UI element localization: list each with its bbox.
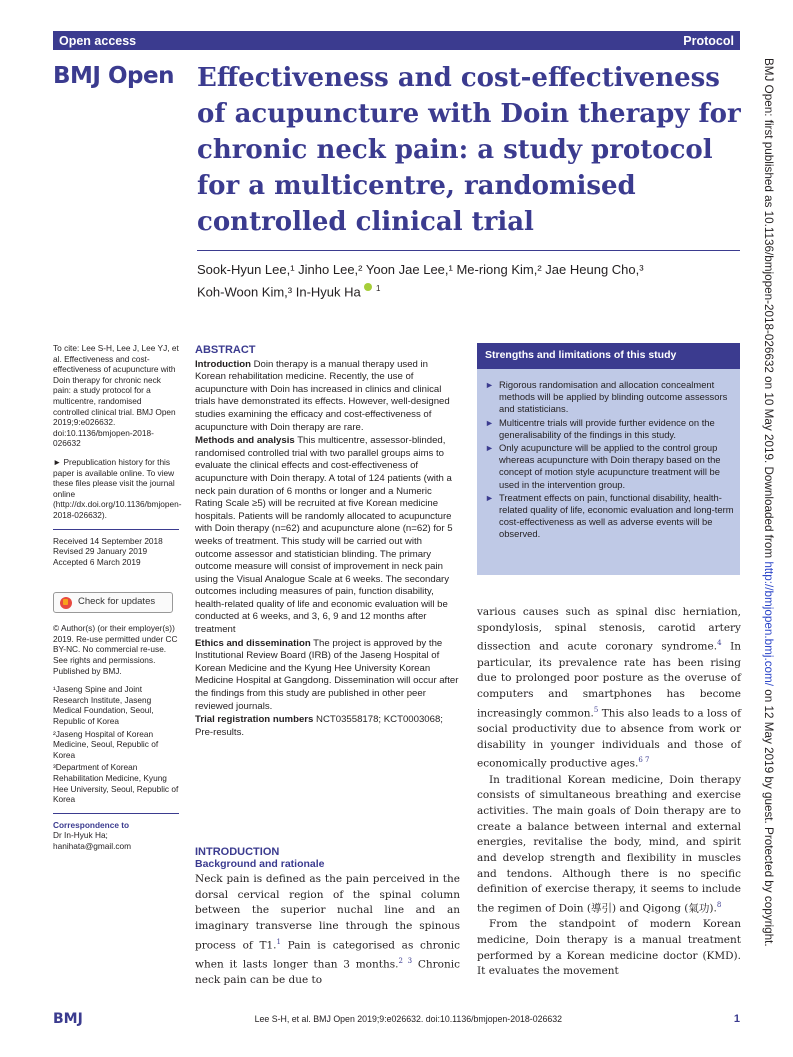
correspondence-heading: Correspondence to: [53, 819, 130, 830]
strength-text: Treatment effects on pain, functional disability, health-related quality of life, economic evaluation and long-term cost-effectiveness as well as adverse events will be observed.: [499, 491, 734, 540]
strengths-heading: Strengths and limitations of this study: [477, 343, 740, 369]
list-item: [485, 442, 734, 491]
side-banner-after: on 12 May 2019 by guest. Protected by copyright.: [762, 686, 775, 947]
abstract-ethics: [195, 638, 460, 714]
strength-text: Multicentre trials will provide further evidence on the generalisability of the findings in this study.: [499, 416, 715, 440]
footer-citation: Lee S-H, et al. BMJ Open 2019;9:e026632. doi:10.1136/bmjopen-2018-026632: [254, 1014, 563, 1024]
side-copyright-banner: [757, 58, 777, 1018]
author-line-2: [197, 279, 742, 301]
right-body-text: [477, 605, 741, 980]
arrow-bullet-icon: ►: [485, 443, 494, 454]
correspondence-name: Dr In-Hyuk Ha;: [53, 830, 108, 841]
journal-logo: BMJ Open: [53, 63, 174, 89]
body-paragraph-3: From the standpoint of modern Korean medicine, Doin therapy is a manual treatment performed by a Korean medicine doctor (KMD). It evaluates the movement: [477, 918, 741, 978]
citation-sup[interactable]: 8: [716, 901, 722, 910]
page-number: 1: [733, 1013, 740, 1025]
citation-sup[interactable]: 5: [593, 705, 599, 714]
crossmark-icon: [60, 597, 72, 609]
list-item: [485, 379, 734, 416]
affiliation-2: ²Jaseng Hospital of Korean Medicine, Seoul, Republic of Korea: [53, 728, 159, 760]
correspondence-email[interactable]: hanihata@gmail.com: [53, 840, 132, 851]
top-banner: [53, 31, 740, 50]
body-text: This also leads to a loss of social productivity due to absence from work or disability in younger individuals and those of economically productive ages.: [477, 707, 741, 770]
abstract-section: [195, 344, 460, 740]
cite-block: To cite: Lee S-H, Lee J, Lee YJ, et al. Effectiveness and cost-effectiveness of acupuncture with Doin therapy for chronic neck pain: a study protocol for a multicentre, randomised controlled clinical trial. BMJ Open 2019;9:e026632. doi:10.1136/bmjopen-2018-026632: [53, 343, 179, 449]
received-date: Received 14 September 2018: [53, 535, 163, 546]
arrow-bullet-icon: ►: [485, 380, 494, 390]
abstract-trial: [195, 714, 460, 739]
author-list: [197, 260, 742, 301]
body-text: In particular, its prevalence rate has been rising due to prolonged poor posture as the overuse of computers and smartphones has become increasingly common.: [477, 640, 742, 720]
side-banner-text: [762, 58, 775, 947]
strength-text: Only acupuncture will be applied to the control group whereas acupuncture with Doin therapy based on the concept of motion style acupuncture treatment will be used in the intervention group.: [499, 442, 721, 490]
abstract-intro-text: Doin therapy is a manual therapy used in Korean rehabilitation medicine. Recently, the use of acupuncture with Doin has increased in clinics and clinical trials have demonstrated its effects. However, well-designed studies examining the efficacy and cost-effectiveness of acupuncture with Doin therapy are rare.: [195, 358, 450, 433]
citation-sup[interactable]: 6 7: [638, 756, 650, 765]
title-divider: [197, 250, 740, 251]
list-item: [485, 492, 734, 541]
introduction-heading: INTRODUCTION: [195, 846, 280, 858]
author-line-2-text: Koh-Woon Kim,³ In-Hyuk Ha: [197, 284, 361, 300]
orcid-icon[interactable]: [364, 283, 372, 291]
list-item: [485, 417, 734, 441]
abstract-trial-text: NCT03558178; KCT0003068; Pre-results.: [195, 714, 443, 738]
abstract-trial-label: Trial registration numbers: [195, 714, 314, 726]
page-footer: [53, 1011, 740, 1027]
copyright-note: © Author(s) (or their employer(s)) 2019. Re-use permitted under CC BY-NC. No commercial re-use. See rights and permissions. Published by BMJ.: [53, 623, 178, 676]
body-paragraph-2: [477, 773, 741, 918]
body-text: various causes such as spinal disc herniation, spondylosis, spinal stenosis, carotid artery dissection and acute coronary syndrome.: [477, 606, 741, 653]
affiliation-1: ¹Jaseng Spine and Joint Research Institute, Jaseng Medical Foundation, Seoul, Republic of Korea: [53, 684, 154, 727]
intro-text-c: Chronic neck pain can be due to: [195, 958, 461, 987]
introduction-section: [195, 846, 460, 989]
open-access-label: Open access: [59, 33, 137, 48]
article-title: Effectiveness and cost-effectiveness of acupuncture with Doin therapy for chronic neck pain: a study protocol for a multicentre, randomised controlled clinical trial: [197, 63, 741, 237]
arrow-bullet-icon: ►: [485, 492, 494, 503]
left-sidebar: [53, 343, 182, 852]
citation-sup[interactable]: 2 3: [398, 957, 413, 966]
abstract-ethics-text: The project is approved by the Institutional Review Board (IRB) of the Jaseng Hospital of Korean Medicine and the Kyung Hee University Korean Medicine Hospital at Gangdong. Dissemination will occur after the findings from this study are published in other peer reviewed journals.: [195, 637, 459, 712]
strength-text: Rigorous randomisation and allocation concealment methods will be applied by blinding outcome assessors and statisticians.: [499, 379, 728, 415]
abstract-heading: ABSTRACT: [195, 344, 256, 356]
strengths-box: [477, 343, 740, 575]
body-paragraph-1: [477, 605, 741, 773]
body-text: In traditional Korean medicine, Doin therapy consists of simultaneous breathing and exercise activities. The main goals of Doin therapy are to create a balance between internal and external energies, revitalise the body, mind, and spirit and develop strength and flexibility in muscles and tendons. Although there is no specific definition of exercise therapy, it seems to include the regimen of Doin (導引) and Qigong (氣功).: [477, 773, 741, 915]
sidebar-divider: [53, 529, 179, 530]
side-banner-before: BMJ Open: first published as 10.1136/bmjopen-2018-026632 on 10 May 2019. Downloaded from: [762, 58, 775, 562]
author-affiliation-sup: 1: [376, 284, 381, 293]
background-subheading: Background and rationale: [195, 858, 325, 870]
arrow-bullet-icon: ►: [485, 417, 494, 428]
citation-sup[interactable]: 4: [717, 639, 722, 648]
prepub-note[interactable]: ► Prepublication history for this paper is available online. To view these files please visit the journal online (http://dx.doi.org/10.1136/bmjopen-2018-026632).: [53, 456, 182, 520]
abstract-ethics-label: Ethics and dissemination: [195, 637, 311, 649]
abstract-introduction: [195, 359, 460, 435]
check-for-updates-button[interactable]: [53, 592, 173, 613]
abstract-intro-label: Introduction: [195, 358, 251, 370]
abstract-methods: [195, 435, 460, 637]
strengths-list: [477, 369, 740, 541]
accepted-date: Accepted 6 March 2019: [53, 556, 141, 567]
footer-logo: BMJ: [53, 1011, 83, 1027]
intro-text-a: Neck pain is defined as the pain perceived in the dorsal cervical region of the spinal column between the superior nuchal line and an imaginary transverse line through the spinous process of T1.: [195, 873, 460, 952]
abstract-methods-label: Methods and analysis: [195, 435, 295, 447]
abstract-methods-text: This multicentre, assessor-blinded, randomised controlled trial with two parallel groups aims to evaluate the clinical effects and cost-effectiveness of acupuncture with Doin therapy. A total of 124 patients (with a neck pain duration of 6 months or longer and a Numeric Rating Scale ≥5) will be recruited at five Korean medicine hospitals. Patients will be randomly allocated to acupuncture with Doin therapy (n=62) and acupuncture alone (n=62) for 5 weeks of treatment. This study will be carried out with outcome assessor and statistician blinding. The primary outcome measure will consist of improvement in neck pain using the Visual Analogue Scale at 6 weeks. The secondary outcomes including measures of pain, function disability, health-related quality of life and economic evaluation will be conducted at 6 weeks, and 3, 6, 9 and 12 months after treatment: [195, 435, 453, 636]
intro-text-b: Pain is categorised as chronic when it lasts longer than 3 months.: [195, 939, 460, 971]
article-type-label: Protocol: [683, 33, 734, 48]
citation-sup[interactable]: 1: [276, 937, 281, 946]
revised-date: Revised 29 January 2019: [53, 546, 148, 557]
side-banner-link[interactable]: http://bmjopen.bmj.com/: [762, 561, 775, 687]
intro-paragraph: [195, 872, 460, 989]
sidebar-divider-2: [53, 813, 179, 814]
check-for-updates-label: Check for updates: [78, 596, 156, 608]
affiliation-3: ³Department of Korean Rehabilitation Medicine, Kyung Hee University, Seoul, Republic of Korea: [53, 762, 179, 805]
author-line-1: Sook-Hyun Lee,¹ Jinho Lee,² Yoon Jae Lee,¹ Me-riong Kim,² Jae Heung Cho,³: [197, 262, 644, 277]
